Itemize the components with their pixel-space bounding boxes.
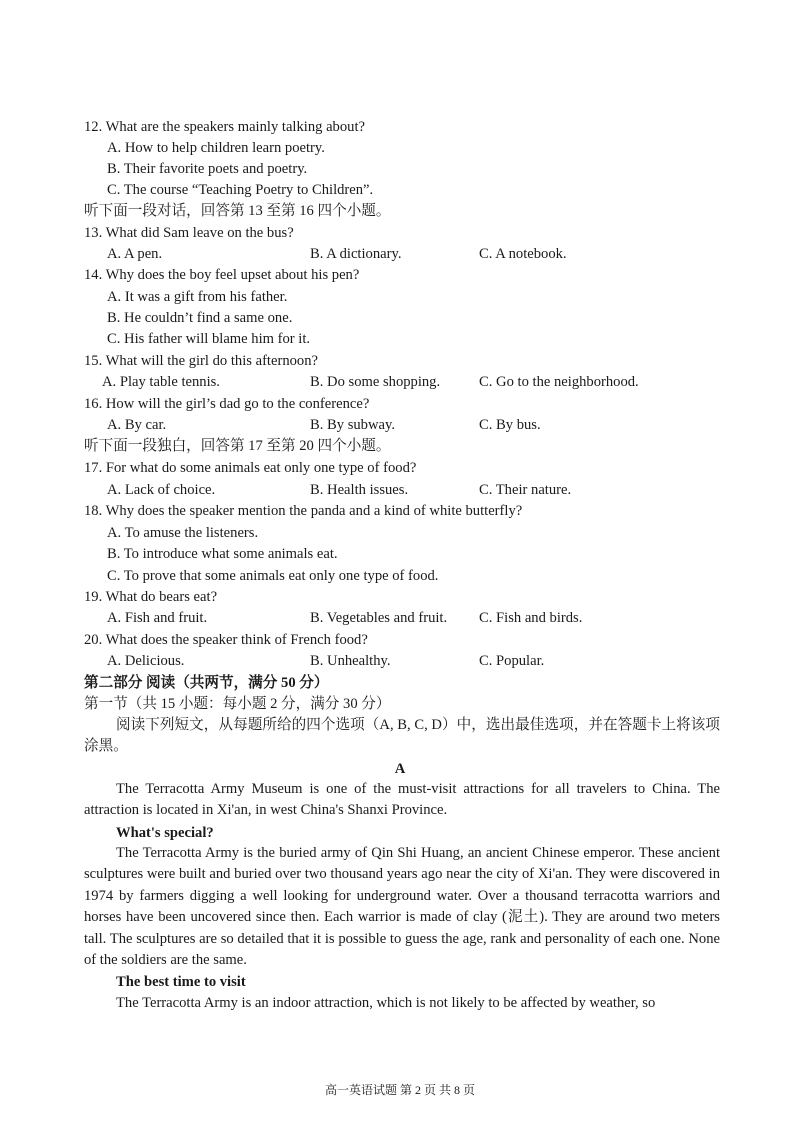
q13-option-c: C. A notebook. — [479, 246, 567, 262]
q18-option-a: A. To amuse the listeners. — [107, 525, 259, 541]
q17-option-a: A. Lack of choice. — [107, 482, 216, 498]
q18-option-b: B. To introduce what some animals eat. — [107, 546, 338, 562]
passage-subheading-special: What's special? — [116, 825, 214, 841]
passage-paragraph-2: The Terracotta Army is the buried army of Qin Shi Huang, an ancient Chinese emperor. These ancient sculptures were built and buried over two thousand years ago near the city of Xi'an. They were discovered in 1974 by farmers digging a well looking for underground water. Over a thousand terracotta warriors and horses have been uncovered since then. Each warrior is made of clay (泥土). They are around two meters tall. The sculptures are so detailed that it is possible to guess the age, rank and personality of each one. None of the soldiers are the same. — [84, 845, 720, 969]
q17-stem: 17. For what do some animals eat only one type of food? — [84, 460, 417, 476]
q17-option-b: B. Health issues. — [310, 482, 409, 498]
q20-option-a: A. Delicious. — [107, 653, 185, 669]
q12-option-b: B. Their favorite poets and poetry. — [107, 161, 308, 177]
passage-subheading-best-time: The best time to visit — [116, 974, 246, 990]
q14-option-a: A. It was a gift from his father. — [107, 289, 288, 305]
q15-option-a: A. Play table tennis. — [102, 374, 220, 390]
passage-paragraph-3: The Terracotta Army is an indoor attraction, which is not likely to be affected by weather, so — [116, 995, 656, 1011]
q16-option-c: C. By bus. — [479, 417, 541, 433]
q19-option-c: C. Fish and birds. — [479, 610, 583, 626]
page-footer: 高一英语试题 第 2 页 共 8 页 — [324, 1083, 475, 1097]
instruction-17-20: 听下面一段独白，回答第 17 至第 20 四个小题。 — [84, 438, 391, 454]
q14-option-b: B. He couldn’t find a same one. — [107, 310, 293, 326]
q12-stem: 12. What are the speakers mainly talking about? — [84, 119, 365, 135]
q18-stem: 18. Why does the speaker mention the panda and a kind of white butterfly? — [84, 503, 523, 519]
q16-stem: 16. How will the girl’s dad go to the conference? — [84, 396, 370, 412]
q19-stem: 19. What do bears eat? — [84, 589, 218, 605]
section1-heading: 第一节（共 15 小题：每小题 2 分，满分 30 分） — [84, 696, 391, 712]
q18-option-c: C. To prove that some animals eat only one type of food. — [107, 568, 439, 584]
q20-option-b: B. Unhealthy. — [310, 653, 391, 669]
q13-option-b: B. A dictionary. — [310, 246, 402, 262]
q17-option-c: C. Their nature. — [479, 482, 572, 498]
q19-option-b: B. Vegetables and fruit. — [310, 610, 448, 626]
q15-option-b: B. Do some shopping. — [310, 374, 441, 390]
passage-paragraph-1: The Terracotta Army Museum is one of the must-visit attractions for all travelers to China. The attraction is located in Xi'an, in west China's Shanxi Province. — [84, 781, 720, 819]
q16-option-a: A. By car. — [107, 417, 167, 433]
q15-option-c: C. Go to the neighborhood. — [479, 374, 639, 390]
q20-stem: 20. What does the speaker think of French food? — [84, 632, 368, 648]
q12-option-a: A. How to help children learn poetry. — [107, 140, 325, 156]
q16-option-b: B. By subway. — [310, 417, 395, 433]
passage-label: A — [394, 761, 406, 777]
q14-stem: 14. Why does the boy feel upset about his pen? — [84, 267, 360, 283]
q15-stem: 15. What will the girl do this afternoon? — [84, 353, 318, 369]
q19-option-a: A. Fish and fruit. — [107, 610, 208, 626]
q20-option-c: C. Popular. — [479, 653, 545, 669]
instruction-13-16: 听下面一段对话，回答第 13 至第 16 四个小题。 — [84, 203, 391, 219]
q13-stem: 13. What did Sam leave on the bus? — [84, 225, 294, 241]
q12-option-c: C. The course “Teaching Poetry to Children”. — [107, 182, 374, 198]
part2-heading: 第二部分 阅读（共两节，满分 50 分） — [84, 675, 329, 691]
q14-option-c: C. His father will blame him for it. — [107, 331, 311, 347]
reading-instructions: 阅读下列短文，从每题所给的四个选项（A, B, C, D）中，选出最佳选项，并在答题卡上将该项涂黑。 — [84, 717, 720, 754]
q13-option-a: A. A pen. — [107, 246, 163, 262]
